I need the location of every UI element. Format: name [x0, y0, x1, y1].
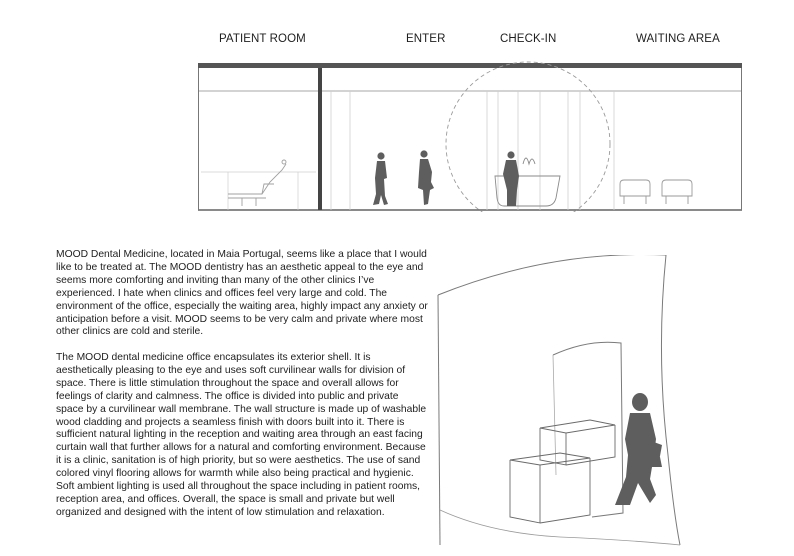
display-block-lower [510, 453, 590, 523]
doorway-opening-inner [553, 355, 556, 475]
section-label-enter: ENTER [406, 33, 446, 45]
curvilinear-wall-top-edge [438, 255, 666, 295]
waiting-chair [620, 180, 650, 204]
person-walking-silhouette [373, 152, 388, 205]
reception-highlight-circle [446, 62, 610, 212]
waiting-chair [662, 180, 692, 204]
section-label-patient-room: PATIENT ROOM [219, 33, 306, 45]
roof-slab [198, 63, 742, 68]
curtain-wall-mullions [331, 91, 614, 210]
dental-chair [228, 160, 286, 206]
receptionist-silhouette [503, 151, 519, 206]
building-section-drawing [198, 60, 742, 212]
perspective-sketch [430, 255, 690, 550]
display-block-upper [540, 420, 615, 465]
body-paragraph: The MOOD dental medicine office encapsulates its exterior shell. It is aesthetically pleasing to the eye and uses soft curvilinear walls for division of space. There is little stimulation throughout the space and overall allows for feelings of clarity and calmness. The office is divided into public and private space by a curvilinear wall membrane. The wall structure is made up of washable wood cladding and projects a seamless finish with doors built into it. There is sufficient natural lighting in the reception and waiting area through an east facing curtain wall that further allows for a natural and comforting environment. Because it is a clinic, sanitation is of high priority, but so were aesthetics. The use of sand colored vinyl flooring allows for warmth while also being practical and hygienic. Soft ambient lighting is used all throughout the space including in patient rooms, reception area, and offices. Overall, the space is small and private but well organized and designed with the intent of low stimulation and relaxation. [56, 352, 427, 518]
patient-room-back-wall [201, 172, 316, 210]
curvilinear-wall-left-edge [438, 295, 440, 545]
partition-wall [318, 68, 322, 210]
person-silhouette [418, 150, 434, 205]
reception-desk-sign [523, 158, 535, 164]
intro-paragraph: MOOD Dental Medicine, located in Maia Portugal, seems like a place that I would like to be treated at. The MOOD dentistry has an aesthetic appeal to the eye and seems more comforting and inviting than many of the other clinics I’ve experienced. I hate when clinics and offices feel very large and cold. The environment of the office, especially the waiting area, highly impact any anxiety or anticipation before a visit. MOOD seems to be very calm and private where most other clinics are cold and sterile. [56, 249, 428, 338]
floor-edge [440, 510, 680, 545]
section-label-check-in: CHECK-IN [500, 33, 557, 45]
curvilinear-wall-right-edge [661, 255, 680, 545]
section-label-waiting-area: WAITING AREA [636, 33, 720, 45]
